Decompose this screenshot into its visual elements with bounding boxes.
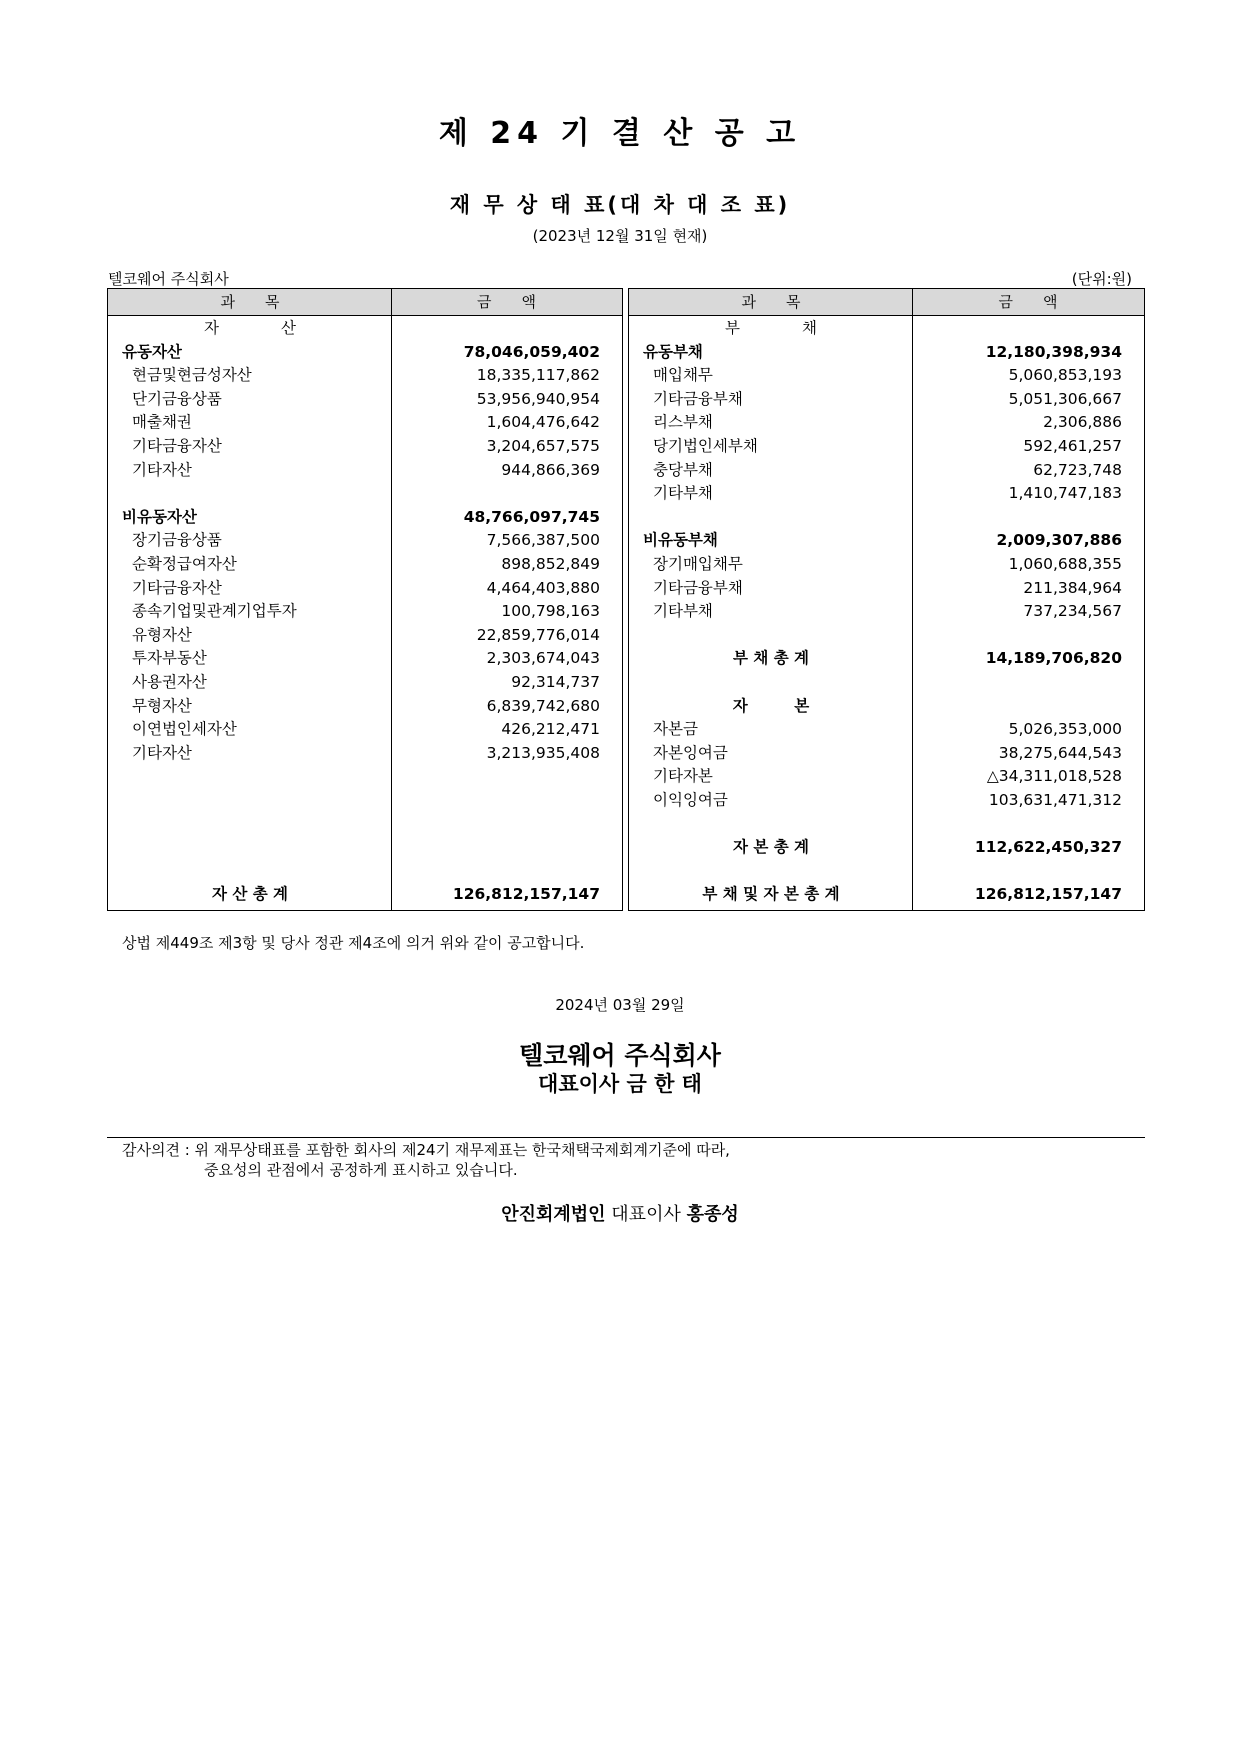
row-amount: 53,956,940,954 <box>476 389 600 408</box>
table-row <box>108 600 622 624</box>
row-label: 자본잉여금 <box>653 743 728 762</box>
legal-basis-note: 상법 제449조 제3항 및 당사 정관 제4조에 의거 위와 같이 공고합니다. <box>122 934 585 952</box>
row-label: 자 본 총 계 <box>732 838 810 857</box>
liabilities-table-header <box>629 289 1144 316</box>
auditor-firm: 안진회계법인 <box>501 1204 606 1225</box>
row-amount: 1,604,476,642 <box>486 413 600 432</box>
liabilities-equity-table <box>628 288 1145 911</box>
total-row <box>108 883 622 907</box>
table-row <box>629 364 1144 388</box>
as-of-date: (2023년 12월 31일 현재) <box>532 227 708 245</box>
assets-table-header <box>108 289 622 316</box>
table-row <box>108 529 622 553</box>
table-row <box>108 553 622 577</box>
row-amount: 5,051,306,667 <box>1008 389 1122 408</box>
row-label: 기타금융자산 <box>132 578 222 597</box>
row-label: 사용권자산 <box>132 673 207 691</box>
row-label: 부 채 <box>725 319 817 337</box>
table-row <box>629 695 1144 719</box>
notice-date: 2024년 03월 29일 <box>555 996 685 1014</box>
assets-table <box>107 288 623 911</box>
row-amount: 126,812,157,147 <box>452 885 600 904</box>
row-label: 이연법인세자산 <box>132 720 237 739</box>
auditor-title: 대표이사 <box>611 1204 681 1225</box>
row-amount: 3,213,935,408 <box>486 743 600 762</box>
table-row <box>108 411 622 435</box>
blank-row <box>108 482 622 506</box>
row-label: 유동부채 <box>643 342 703 361</box>
total-row <box>629 883 1144 907</box>
row-label: 부 채 총 계 <box>732 649 810 668</box>
table-row <box>629 529 1144 553</box>
row-amount: 126,812,157,147 <box>974 885 1122 904</box>
amount-column-header: 금 액 <box>477 293 536 311</box>
row-amount: 3,204,657,575 <box>486 437 600 455</box>
table-row <box>108 435 622 459</box>
row-amount: 6,839,742,680 <box>486 696 600 715</box>
notice-title: 제 24 기 결 산 공 고 <box>438 116 802 151</box>
row-amount: 426,212,471 <box>501 720 600 739</box>
row-amount: 78,046,059,402 <box>463 342 600 361</box>
row-amount: 1,410,747,183 <box>1008 484 1122 503</box>
auditor-name: 홍종성 <box>686 1204 739 1225</box>
row-label: 기타금융자산 <box>132 437 222 455</box>
table-row <box>629 765 1144 789</box>
table-row <box>629 459 1144 483</box>
table-row <box>629 577 1144 601</box>
amount-column-header: 금 액 <box>998 293 1058 311</box>
row-label: 현금및현금성자산 <box>132 366 252 385</box>
row-label: 기타부채 <box>653 602 713 621</box>
blank-row <box>629 860 1144 884</box>
row-amount: △34,311,018,528 <box>986 767 1122 786</box>
blank-row <box>108 813 622 837</box>
blank-row <box>108 860 622 884</box>
table-row <box>108 718 622 742</box>
row-amount: 1,060,688,355 <box>1008 555 1122 573</box>
table-row <box>108 647 622 671</box>
blank-row <box>629 671 1144 695</box>
row-label: 당기법인세부채 <box>653 437 758 455</box>
row-amount: 2,009,307,886 <box>996 531 1122 550</box>
row-amount: 12,180,398,934 <box>985 342 1122 361</box>
table-row <box>629 742 1144 766</box>
row-amount: 22,859,776,014 <box>476 625 600 644</box>
row-label: 충당부채 <box>653 460 713 479</box>
row-label: 자 본 <box>732 696 810 715</box>
blank-row <box>629 813 1144 837</box>
row-amount: 7,566,387,500 <box>486 531 600 550</box>
table-row <box>629 789 1144 813</box>
total-row <box>629 836 1144 860</box>
table-row <box>108 671 622 695</box>
table-row <box>108 317 622 341</box>
row-amount: 737,234,567 <box>1023 602 1122 621</box>
row-label: 리스부채 <box>653 413 713 432</box>
row-amount: 944,866,369 <box>501 460 600 479</box>
row-label: 기타자산 <box>132 743 192 762</box>
row-label: 기타부채 <box>653 484 713 503</box>
total-row <box>629 647 1144 671</box>
row-label: 단기금융상품 <box>132 389 222 408</box>
blank-row <box>108 836 622 860</box>
table-row <box>108 459 622 483</box>
statement-title: 재 무 상 태 표(대 차 대 조 표) <box>449 193 791 217</box>
table-row <box>629 341 1144 365</box>
blank-row <box>629 506 1144 530</box>
row-label: 부 채 및 자 본 총 계 <box>702 885 840 904</box>
blank-row <box>629 624 1144 648</box>
row-amount: 92,314,737 <box>511 673 600 691</box>
row-amount: 62,723,748 <box>1033 460 1122 479</box>
table-row <box>108 742 622 766</box>
row-label: 이익잉여금 <box>653 791 728 809</box>
blank-row <box>108 789 622 813</box>
table-row <box>629 553 1144 577</box>
table-row <box>108 577 622 601</box>
row-amount: 898,852,849 <box>501 555 600 573</box>
row-amount: 5,060,853,193 <box>1008 366 1122 385</box>
item-column-header: 과 목 <box>741 293 801 311</box>
table-row <box>629 482 1144 506</box>
row-label: 기타금융부채 <box>653 578 743 597</box>
row-amount: 100,798,163 <box>501 602 600 621</box>
audit-opinion-line2: 중요성의 관점에서 공정하게 표시하고 있습니다. <box>204 1161 518 1179</box>
row-label: 자 산 <box>204 319 296 337</box>
audit-opinion-line1: 감사의견 : 위 재무상태표를 포함한 회사의 제24기 재무제표는 한국채택국제회계기준에 따라, <box>122 1141 730 1159</box>
row-label: 비유동자산 <box>122 507 197 526</box>
row-label: 유형자산 <box>132 625 192 644</box>
table-row <box>108 695 622 719</box>
table-row <box>629 600 1144 624</box>
table-row <box>629 388 1144 412</box>
table-row <box>108 624 622 648</box>
row-label: 장기금융상품 <box>132 531 222 550</box>
row-amount: 2,306,886 <box>1043 413 1122 432</box>
row-label: 종속기업및관계기업투자 <box>132 602 297 621</box>
item-column-header: 과 목 <box>220 293 280 311</box>
row-label: 기타금융부채 <box>653 389 743 408</box>
company-label: 텔코웨어 주식회사 <box>108 270 229 288</box>
row-label: 매출채권 <box>132 413 192 432</box>
table-row <box>108 364 622 388</box>
table-row <box>629 411 1144 435</box>
row-amount: 38,275,644,543 <box>998 743 1122 762</box>
table-row <box>629 435 1144 459</box>
row-label: 순확정급여자산 <box>132 555 237 573</box>
divider-line <box>107 1137 1145 1138</box>
row-label: 자본금 <box>653 720 698 739</box>
row-label: 투자부동산 <box>132 649 207 668</box>
auditor-signature <box>0 1200 1240 1226</box>
row-label: 기타자본 <box>653 767 713 786</box>
row-label: 기타자산 <box>132 460 192 479</box>
table-row <box>108 341 622 365</box>
table-row <box>108 388 622 412</box>
ceo-name: 대표이사 금 한 태 <box>538 1072 702 1096</box>
row-amount: 14,189,706,820 <box>985 649 1122 668</box>
row-label: 무형자산 <box>132 696 192 715</box>
table-row <box>629 317 1144 341</box>
table-row <box>629 718 1144 742</box>
row-amount: 48,766,097,745 <box>463 507 600 526</box>
row-label: 장기매입채무 <box>653 555 743 573</box>
row-amount: 4,464,403,880 <box>486 578 600 597</box>
row-amount: 103,631,471,312 <box>988 791 1122 809</box>
row-amount: 592,461,257 <box>1023 437 1122 455</box>
row-amount: 18,335,117,862 <box>476 366 600 385</box>
row-amount: 2,303,674,043 <box>486 649 600 668</box>
table-row <box>108 506 622 530</box>
row-label: 자 산 총 계 <box>211 885 289 904</box>
row-label: 매입채무 <box>653 366 713 385</box>
company-name: 텔코웨어 주식회사 <box>519 1041 721 1070</box>
row-amount: 211,384,964 <box>1023 578 1122 597</box>
unit-label: (단위:원) <box>1071 270 1132 288</box>
blank-row <box>108 765 622 789</box>
row-amount: 5,026,353,000 <box>1008 720 1122 739</box>
row-label: 유동자산 <box>122 342 182 361</box>
row-label: 비유동부채 <box>643 531 718 550</box>
row-amount: 112,622,450,327 <box>974 838 1122 857</box>
